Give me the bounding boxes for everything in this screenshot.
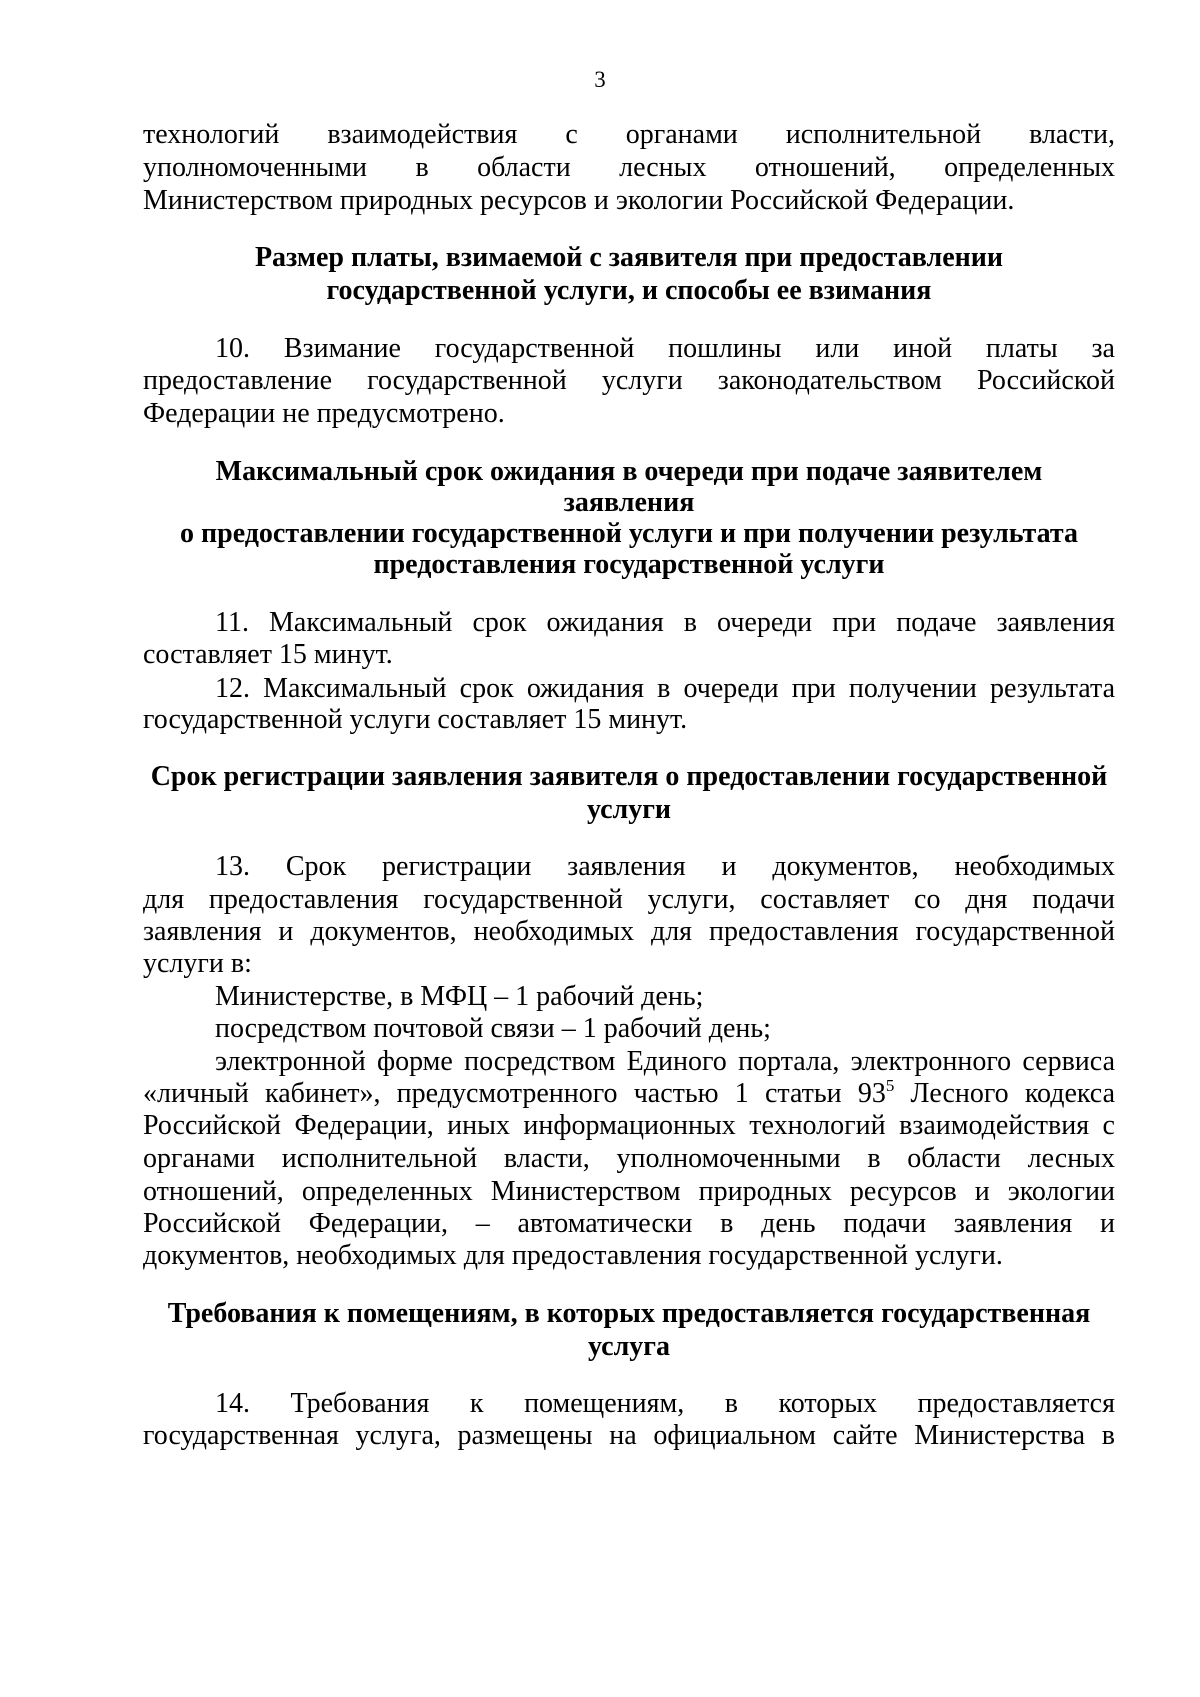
paragraph-line: электронной форме посредством Единого портала, электронного сервиса bbox=[215, 1046, 1115, 1077]
superscript-number: 5 bbox=[885, 1075, 895, 1095]
paragraph-line: Федерации не предусмотрено. bbox=[143, 398, 505, 429]
paragraph-line: документов, необходимых для предоставления государственной услуги. bbox=[143, 1240, 1003, 1271]
section-heading: предоставления государственной услуги bbox=[373, 549, 885, 580]
paragraph-line: Министерстве, в МФЦ – 1 рабочий день; bbox=[215, 981, 704, 1012]
paragraph-line: 13. Срок регистрации заявления и документов, необходимых bbox=[215, 851, 1115, 882]
paragraph-line: для предоставления государственной услуги, составляет со дня подачи bbox=[143, 884, 1115, 915]
paragraph-line: предоставление государственной услуги законодательством Российской bbox=[143, 365, 1115, 396]
paragraph-line: Министерством природных ресурсов и экологии Российской Федерации. bbox=[143, 185, 1015, 216]
section-heading: Размер платы, взимаемой с заявителя при предоставлении bbox=[254, 242, 1004, 273]
paragraph-line: посредством почтовой связи – 1 рабочий день; bbox=[215, 1013, 771, 1044]
paragraph-line: Российской Федерации, – автоматически в день подачи заявления и bbox=[143, 1208, 1115, 1239]
paragraph-line: уполномоченными в области лесных отношений, определенных bbox=[143, 152, 1115, 183]
section-heading: Срок регистрации заявления заявителя о предоставлении государственной bbox=[150, 761, 1108, 792]
line-text: «личный кабинет», предусмотренного частью 1 статьи 93 bbox=[143, 1078, 886, 1109]
section-heading: заявления bbox=[563, 487, 695, 518]
section-heading: Максимальный срок ожидания в очереди при подаче заявителем bbox=[215, 456, 1043, 487]
paragraph-line: отношений, определенных Министерством природных ресурсов и экологии bbox=[143, 1176, 1115, 1207]
paragraph-line: услуги в: bbox=[143, 948, 252, 979]
paragraph-line: заявления и документов, необходимых для предоставления государственной bbox=[143, 916, 1115, 947]
paragraph-line: государственной услуги составляет 15 минут. bbox=[143, 704, 688, 735]
section-heading: услуги bbox=[586, 794, 672, 825]
paragraph-line: 10. Взимание государственной пошлины или иной платы за bbox=[215, 333, 1115, 364]
section-heading: услуга bbox=[588, 1331, 670, 1362]
paragraph-line bbox=[143, 1077, 1115, 1110]
paragraph-line: технологий взаимодействия с органами исполнительной власти, bbox=[143, 119, 1115, 150]
paragraph-line: 14. Требования к помещениям, в которых предоставляется bbox=[215, 1388, 1115, 1419]
section-heading: государственной услуги, и способы ее взимания bbox=[326, 275, 932, 306]
page-number: 3 bbox=[594, 67, 606, 92]
paragraph-line: Российской Федерации, иных информационных технологий взаимодействия с bbox=[143, 1110, 1115, 1141]
paragraph-line: государственная услуга, размещены на официальном сайте Министерства в bbox=[143, 1420, 1115, 1451]
paragraph-line: 11. Максимальный срок ожидания в очереди при подаче заявления bbox=[215, 607, 1115, 638]
line-text: Лесного кодекса bbox=[894, 1078, 1115, 1109]
paragraph-line: органами исполнительной власти, уполномоченными в области лесных bbox=[143, 1143, 1115, 1174]
section-heading: Требования к помещениям, в которых предоставляется государственная bbox=[167, 1298, 1091, 1329]
paragraph-line: составляет 15 минут. bbox=[143, 639, 393, 670]
paragraph-line: 12. Максимальный срок ожидания в очереди при получении результата bbox=[215, 673, 1115, 704]
section-heading: о предоставлении государственной услуги и при получении результата bbox=[180, 518, 1078, 549]
